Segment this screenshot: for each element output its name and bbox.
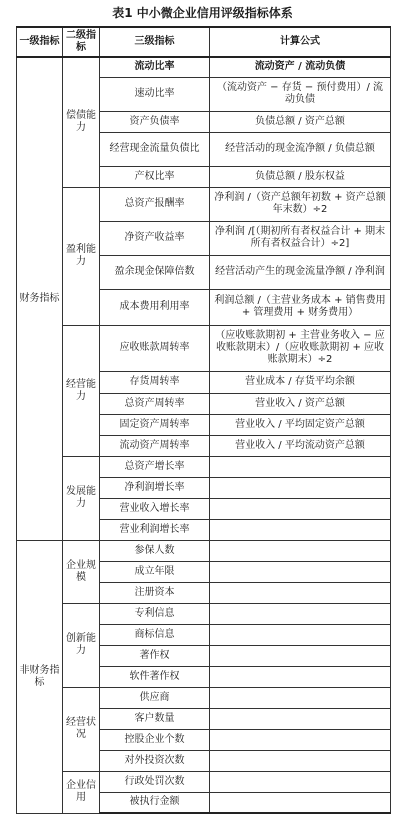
level1-financial: 财务指标	[17, 57, 63, 540]
indicator-name: 控股企业个数	[100, 729, 210, 750]
level2-operate: 经营能力	[63, 325, 100, 456]
indicator-name: 盈余现金保障倍数	[100, 255, 210, 289]
indicator-name: 成立年限	[100, 561, 210, 582]
indicator-formula: （流动资产 − 存货 − 预付费用）/ 流动负债	[210, 77, 391, 111]
level2-growth: 发展能力	[63, 456, 100, 540]
indicator-name: 净资产收益率	[100, 221, 210, 255]
indicator-formula: 营业收入 / 平均固定资产总额	[210, 414, 391, 435]
indicator-name: 成本费用利用率	[100, 289, 210, 325]
indicator-name: 商标信息	[100, 624, 210, 645]
indicator-formula	[210, 456, 391, 477]
indicator-formula: 营业收入 / 资产总额	[210, 393, 391, 414]
indicator-name: 总资产周转率	[100, 393, 210, 414]
level2-credit: 企业信用	[63, 771, 100, 813]
indicator-formula: 流动资产 / 流动负债	[210, 57, 391, 77]
level2-status: 经营状况	[63, 687, 100, 771]
indicator-name: 对外投资次数	[100, 750, 210, 771]
indicator-formula	[210, 666, 391, 687]
level2-solvency: 偿债能力	[63, 57, 100, 187]
header-level3: 三级指标	[100, 27, 210, 57]
level1-nonfinancial: 非财务指标	[17, 540, 63, 813]
indicator-name: 行政处罚次数	[100, 771, 210, 792]
indicator-name: 软件著作权	[100, 666, 210, 687]
indicator-formula	[210, 540, 391, 561]
indicator-name: 供应商	[100, 687, 210, 708]
header-level1: 一级指标	[17, 27, 63, 57]
table-row	[17, 687, 391, 708]
indicator-formula	[210, 624, 391, 645]
indicator-formula	[210, 729, 391, 750]
indicator-name: 营业利润增长率	[100, 519, 210, 540]
indicator-name: 产权比率	[100, 166, 210, 187]
indicator-name: 注册资本	[100, 582, 210, 603]
indicator-formula: 负债总额 / 资产总额	[210, 111, 391, 132]
indicator-name: 专利信息	[100, 603, 210, 624]
indicator-formula	[210, 771, 391, 792]
table-header-row	[17, 27, 391, 57]
indicator-formula: （应收账款期初 + 主营业务收入 − 应收账款期末）/（应收账款期初 + 应收账款期末）÷2	[210, 325, 391, 371]
indicator-name: 净利润增长率	[100, 477, 210, 498]
indicator-name: 营业收入增长率	[100, 498, 210, 519]
indicator-name: 总资产增长率	[100, 456, 210, 477]
table-row	[17, 456, 391, 477]
indicator-formula	[210, 603, 391, 624]
table-row	[17, 57, 391, 77]
table-row	[17, 325, 391, 371]
indicator-formula: 营业收入 / 平均流动资产总额	[210, 435, 391, 456]
table-row	[17, 540, 391, 561]
table-row	[17, 187, 391, 221]
indicator-name: 资产负债率	[100, 111, 210, 132]
indicator-formula: 利润总额 /（主营业务成本 + 销售费用 + 管理费用 + 财务费用）	[210, 289, 391, 325]
indicator-formula	[210, 477, 391, 498]
indicator-name: 固定资产周转率	[100, 414, 210, 435]
indicator-formula: 经营活动产生的现金流量净额 / 净利润	[210, 255, 391, 289]
indicator-name: 著作权	[100, 645, 210, 666]
indicator-name: 存货周转率	[100, 371, 210, 393]
indicator-name: 参保人数	[100, 540, 210, 561]
indicator-name: 应收账款周转率	[100, 325, 210, 371]
indicator-formula	[210, 750, 391, 771]
header-formula: 计算公式	[210, 27, 391, 57]
indicator-formula: 净利润 /[（期初所有者权益合计 + 期末所有者权益合计）÷2]	[210, 221, 391, 255]
indicator-name: 流动资产周转率	[100, 435, 210, 456]
indicator-formula	[210, 792, 391, 813]
table-title: 表1 中小微企业信用评级指标体系	[112, 6, 293, 20]
indicator-formula: 净利润 /（资产总额年初数 + 资产总额年末数）÷2	[210, 187, 391, 221]
level2-scale: 企业规模	[63, 540, 100, 603]
indicator-name: 被执行金额	[100, 792, 210, 813]
indicator-formula	[210, 582, 391, 603]
indicator-formula	[210, 708, 391, 729]
indicator-formula	[210, 645, 391, 666]
indicator-formula: 经营活动的现金流净额 / 负债总额	[210, 132, 391, 166]
header-level2: 二级指标	[63, 27, 100, 57]
table-row	[17, 603, 391, 624]
indicator-formula	[210, 519, 391, 540]
indicator-formula: 营业成本 / 存货平均余额	[210, 371, 391, 393]
level2-innovate: 创新能力	[63, 603, 100, 687]
indicator-name: 速动比率	[100, 77, 210, 111]
indicator-formula: 负债总额 / 股东权益	[210, 166, 391, 187]
indicator-formula	[210, 561, 391, 582]
table-row	[17, 771, 391, 792]
indicator-formula	[210, 687, 391, 708]
indicator-formula	[210, 498, 391, 519]
indicator-name: 总资产报酬率	[100, 187, 210, 221]
indicator-name: 经营现金流量负债比	[100, 132, 210, 166]
credit-index-table	[16, 26, 391, 814]
indicator-name: 客户数量	[100, 708, 210, 729]
indicator-name: 流动比率	[100, 57, 210, 77]
level2-profit: 盈利能力	[63, 187, 100, 325]
